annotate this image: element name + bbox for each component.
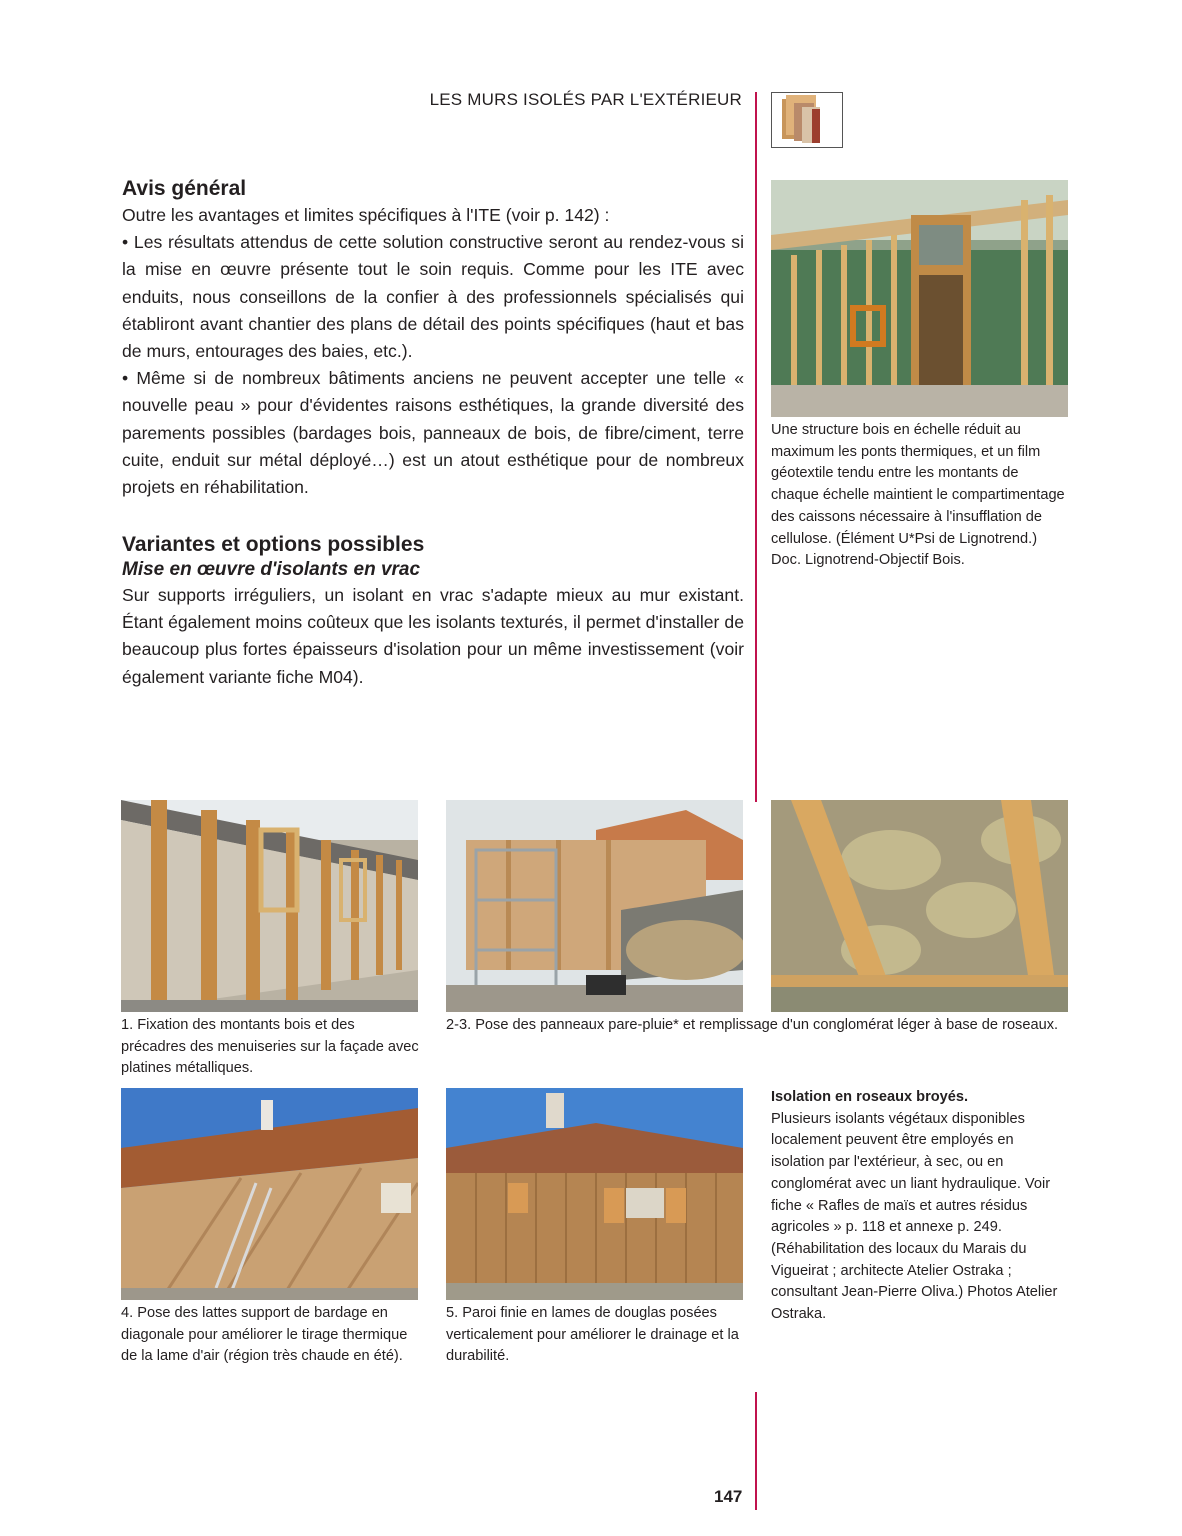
photo-5-caption: 5. Paroi finie en lames de douglas posées verticalement pour améliorer le drainage et la durabilité. xyxy=(446,1305,739,1365)
roseaux-title: Isolation en roseaux broyés. xyxy=(771,1089,969,1105)
variantes-heading: Variantes et options possibles xyxy=(122,533,425,556)
avis-bullet-1: • Les résultats attendus de cette solution constructive seront au rendez-vous si la mise en œuvre présente tout le soin requis. Comme pour les ITE avec enduits, nous conseillons de la confier à des professionnels spécialisés qui établiront avant chantier des plans de détail des points spécifiques (haut et bas de murs, entourages des baies, etc.). xyxy=(122,232,744,362)
accent-divider-bottom xyxy=(755,1392,757,1510)
side-photo-caption: Une structure bois en échelle réduit au maximum les ponts thermiques, et un film géotextile tendu entre les montants de chaque échelle maintient le compartimentage des caissons nécessaire à l'insufflation de cellulose. (Élément U*Psi de Lignotrend.) Doc. Lignotrend-Objectif Bois. xyxy=(771,422,1065,569)
photo-ladder-structure xyxy=(771,180,1068,417)
page-number: 147 xyxy=(714,1487,743,1506)
photo-4-diagonal-battens xyxy=(121,1088,418,1300)
avis-intro: Outre les avantages et limites spécifiques à l'ITE (voir p. 142) : xyxy=(122,205,610,225)
running-header-title: LES MURS ISOLÉS PAR L'EXTÉRIEUR xyxy=(429,90,742,109)
photo-23-caption: 2-3. Pose des panneaux pare-pluie* et remplissage d'un conglomérat léger à base de roseaux. xyxy=(446,1017,1059,1033)
variantes-subheading: Mise en œuvre d'isolants en vrac xyxy=(122,559,421,580)
photo-2-scaffolding xyxy=(446,800,743,1012)
roseaux-block xyxy=(771,1087,1071,1326)
wall-section-icon xyxy=(771,92,843,148)
avis-bullet-2: • Même si de nombreux bâtiments anciens ne peuvent accepter une telle « nouvelle peau » pour d'évidentes raisons esthétiques, la grande diversité des parements possibles (bardages bois, panneaux de bois, de fibre/ciment, terre cuite, enduit sur métal déployé…) est un atout esthétique pour de nombreux projets en réhabilitation. xyxy=(122,368,744,498)
photo-1-wood-posts xyxy=(121,800,418,1012)
accent-divider-top xyxy=(755,92,757,802)
photo-1-caption: 1. Fixation des montants bois et des précadres des menuiseries sur la façade avec platines métalliques. xyxy=(121,1017,419,1077)
roseaux-text: Plusieurs isolants végétaux disponibles localement peuvent être employés en isolation par l'extérieur, à sec, ou en conglomérat avec un liant hydraulique. Voir fiche « Rafles de maïs et autres résidus agricoles » p. 118 et annexe p. 249. (Réhabilitation des locaux du Marais du Vigueirat ; architecte Atelier Ostraka ; consultant Jean-Pierre Oliva.) Photos Atelier Ostraka. xyxy=(771,1110,1058,1323)
photo-5-finished-wall xyxy=(446,1088,743,1300)
avis-general-section xyxy=(122,176,744,501)
avis-general-heading: Avis général xyxy=(122,177,247,200)
photo-3-reed-infill xyxy=(771,800,1068,1012)
photo-4-caption: 4. Pose des lattes support de bardage en diagonale pour améliorer le tirage thermique de la lame d'air (région très chaude en été). xyxy=(121,1305,408,1365)
variantes-section xyxy=(122,532,744,691)
variantes-text: Sur supports irréguliers, un isolant en vrac s'adapte mieux au mur existant. Étant également moins coûteux que les isolants texturés, il permet d'installer de beaucoup plus fortes épaisseurs d'isolation pour un même investissement (voir également variante fiche M04). xyxy=(122,585,744,687)
